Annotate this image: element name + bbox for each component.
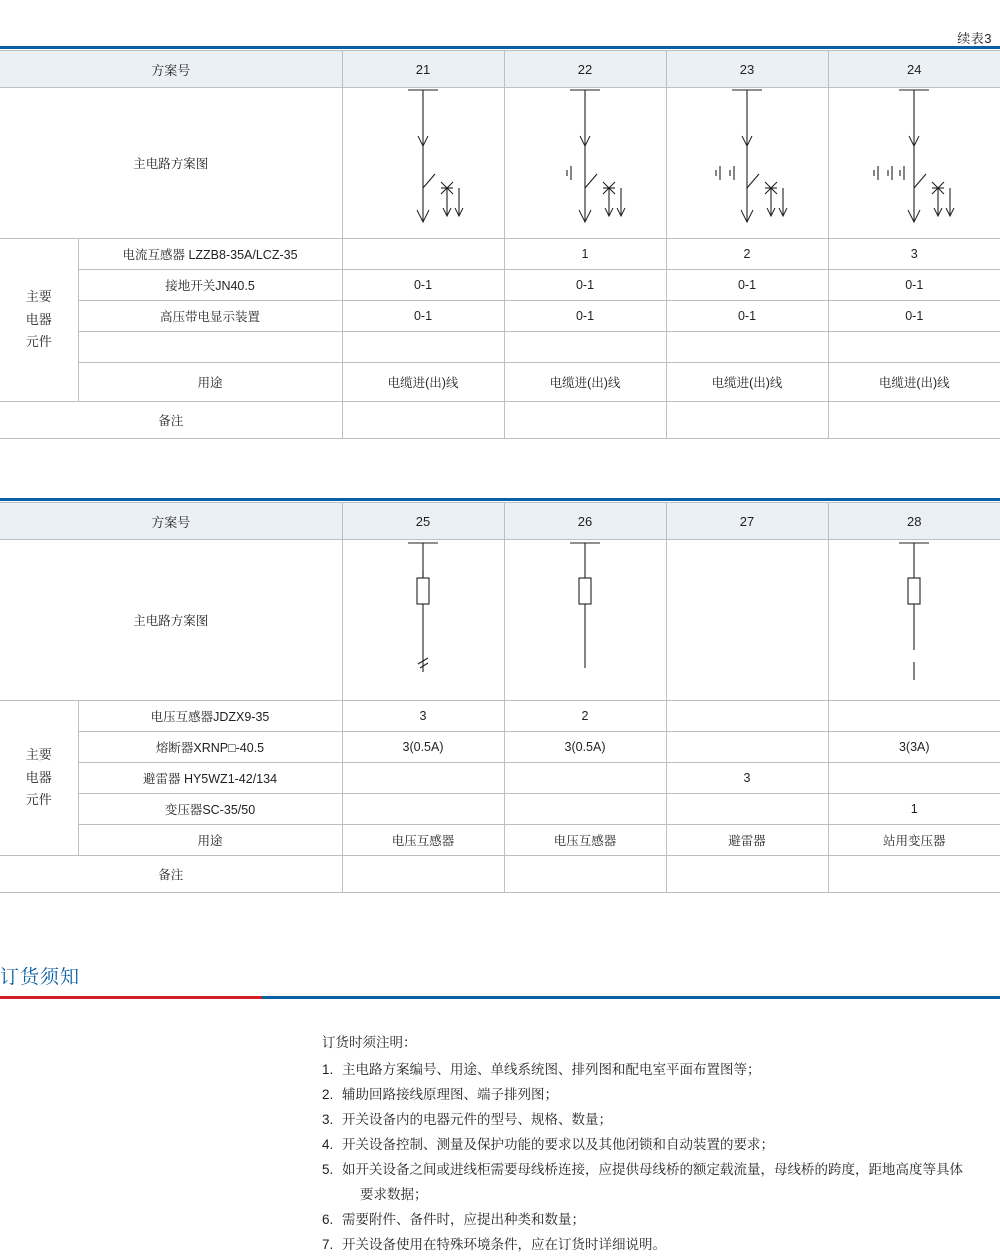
table2-row-4-label: 用途	[78, 825, 342, 856]
table2-row-3-val-0	[342, 794, 504, 825]
table1-row-1-val-3: 0-1	[828, 270, 1000, 301]
table2-row-2-val-2: 3	[666, 763, 828, 794]
table2-row-2-val-3	[828, 763, 1000, 794]
table1-row-1-val-1: 0-1	[504, 270, 666, 301]
table1-header-label: 方案号	[0, 51, 342, 88]
table2-row-0-val-0: 3	[342, 701, 504, 732]
table1-row-4-val-3: 电缆进(出)线	[828, 363, 1000, 402]
list-item-text: 开关设备控制、测量及保护功能的要求以及其他闭锁和自动装置的要求；	[342, 1137, 774, 1152]
table1-row-1-label: 接地开关JN40.5	[78, 270, 342, 301]
table1-row-3-val-0	[342, 332, 504, 363]
table1-row-2-val-2: 0-1	[666, 301, 828, 332]
table1-diagram-label: 主电路方案图	[0, 88, 342, 239]
table1-footer-label: 备注	[0, 402, 342, 439]
table2-header-label: 方案号	[0, 503, 342, 540]
table2-row-2-label: 避雷器 HY5WZ1-42/134	[78, 763, 342, 794]
schematic-28	[864, 540, 964, 700]
table1-row	[0, 363, 1000, 402]
list-item-text: 要求数据；	[360, 1187, 428, 1202]
table1-row-0-label: 电流互感器 LZZB8-35A/LCZ-35	[78, 239, 342, 270]
table2-row-4-val-2: 避雷器	[666, 825, 828, 856]
table2-diagram-28	[828, 540, 1000, 701]
table1-row	[0, 239, 1000, 270]
list-item-number: 2.	[322, 1087, 334, 1102]
table2-diagram-27	[666, 540, 828, 701]
table2-row-3-val-2	[666, 794, 828, 825]
list-item-number: 3.	[322, 1112, 334, 1127]
table1-diagram-22	[504, 88, 666, 239]
schematic-25	[373, 540, 473, 700]
table2-footer-row	[0, 856, 1000, 893]
scheme-table-21-24	[0, 50, 1000, 439]
schematic-26	[535, 540, 635, 700]
table2-row	[0, 794, 1000, 825]
table2-row-3-label: 变压器SC-35/50	[78, 794, 342, 825]
list-item	[322, 1107, 992, 1132]
table2-col-2: 27	[666, 503, 828, 540]
table1-row-3-val-3	[828, 332, 1000, 363]
order-notice-lead: 订货时须注明：	[322, 1035, 417, 1050]
schematic-23	[682, 88, 812, 238]
table2-footer-val-3	[828, 856, 1000, 893]
table2-row-0-val-2	[666, 701, 828, 732]
list-item-text: 辅助回路接线原理图、端子排列图；	[342, 1087, 558, 1102]
schematic-22	[525, 88, 645, 238]
table1-row-4-val-1: 电缆进(出)线	[504, 363, 666, 402]
table2-row-3-val-3: 1	[828, 794, 1000, 825]
table2-diagram-26	[504, 540, 666, 701]
table1-row-2-label: 高压带电显示装置	[78, 301, 342, 332]
table2-col-0: 25	[342, 503, 504, 540]
table2-row	[0, 701, 1000, 732]
table1-col-3: 24	[828, 51, 1000, 88]
table2-footer-label: 备注	[0, 856, 342, 893]
table1-group-label-line-0: 主要	[25, 288, 52, 304]
list-item	[322, 1232, 992, 1257]
table1-row-3-val-2	[666, 332, 828, 363]
table1-row-4-label: 用途	[78, 363, 342, 402]
table1-row-0-val-0	[342, 239, 504, 270]
list-item-continuation	[322, 1182, 992, 1207]
schematic-24	[844, 88, 984, 238]
list-item	[322, 1057, 992, 1082]
list-item-text: 如开关设备之间或进线柜需要母线桥连接，应提供母线桥的额定载流量，母线桥的跨度，距地高度等具体	[342, 1162, 963, 1177]
schematic-21	[363, 88, 483, 238]
table2-footer-val-1	[504, 856, 666, 893]
list-item	[322, 1082, 992, 1107]
table2-group-label-line-0: 主要	[25, 746, 52, 762]
table2-row	[0, 732, 1000, 763]
table2-footer-val-0	[342, 856, 504, 893]
table1-diagram-24	[828, 88, 1000, 239]
table2-row-0-val-3	[828, 701, 1000, 732]
table2-row-4-val-0: 电压互感器	[342, 825, 504, 856]
list-item-text: 主电路方案编号、用途、单线系统图、排列图和配电室平面布置图等；	[342, 1062, 761, 1077]
heading-blue-bar	[262, 996, 1000, 999]
list-item-number: 4.	[322, 1137, 334, 1152]
heading-red-bar	[0, 996, 262, 999]
table1-row-4-val-0: 电缆进(出)线	[342, 363, 504, 402]
table1-row	[0, 301, 1000, 332]
order-notice-list	[322, 1057, 992, 1257]
table2-group-label	[0, 701, 78, 856]
list-item-text: 开关设备使用在特殊环境条件，应在订货时详细说明。	[342, 1237, 666, 1252]
table2-row-4-val-1: 电压互感器	[504, 825, 666, 856]
table2-row-0-label: 电压互感器JDZX9-35	[78, 701, 342, 732]
table1-col-0: 21	[342, 51, 504, 88]
table2-row-4-val-3: 站用变压器	[828, 825, 1000, 856]
table1-row-4-val-2: 电缆进(出)线	[666, 363, 828, 402]
table1-diagram-row	[0, 88, 1000, 239]
list-item-text: 需要附件、备件时，应提出种类和数量；	[342, 1212, 585, 1227]
scheme-table-25-28	[0, 502, 1000, 893]
table1-footer-val-3	[828, 402, 1000, 439]
table1-diagram-21	[342, 88, 504, 239]
table2-diagram-label: 主电路方案图	[0, 540, 342, 701]
table2-row-1-val-3: 3(3A)	[828, 732, 1000, 763]
list-item-number: 1.	[322, 1062, 334, 1077]
table1-row-3-val-1	[504, 332, 666, 363]
table2-group-label-line-2: 元件	[25, 792, 52, 808]
table1-row-3-label	[78, 332, 342, 363]
list-item-number: 6.	[322, 1212, 334, 1227]
table2-diagram-row	[0, 540, 1000, 701]
table1-group-label	[0, 239, 78, 402]
table2-col-3: 28	[828, 503, 1000, 540]
table1-row-0-val-3: 3	[828, 239, 1000, 270]
table1-row	[0, 270, 1000, 301]
table2-row-1-label: 熔断器XRNP□-40.5	[78, 732, 342, 763]
table2-group-label-line-1: 电器	[25, 769, 52, 785]
table2-col-1: 26	[504, 503, 666, 540]
order-notice-body	[322, 1030, 992, 1257]
table2-row-1-val-1: 3(0.5A)	[504, 732, 666, 763]
table2-row-2-val-1	[504, 763, 666, 794]
table1-group-label-line-1: 电器	[25, 311, 52, 327]
table2-row	[0, 763, 1000, 794]
table2-row-0-val-1: 2	[504, 701, 666, 732]
table2-row-1-val-2	[666, 732, 828, 763]
list-item	[322, 1207, 992, 1232]
table2-row	[0, 825, 1000, 856]
table1-row-2-val-1: 0-1	[504, 301, 666, 332]
table1-row-0-val-1: 1	[504, 239, 666, 270]
list-item	[322, 1157, 992, 1182]
schematic-27	[697, 540, 797, 700]
table1-diagram-23	[666, 88, 828, 239]
table1-footer-val-1	[504, 402, 666, 439]
list-item-number: 5.	[322, 1162, 334, 1177]
table1-footer-row	[0, 402, 1000, 439]
table2-row-2-val-0	[342, 763, 504, 794]
table1-row	[0, 332, 1000, 363]
list-item-number: 7.	[322, 1237, 334, 1252]
list-item-text: 开关设备内的电器元件的型号、规格、数量；	[342, 1112, 612, 1127]
table2-row-3-val-1	[504, 794, 666, 825]
order-notice-heading	[0, 962, 1000, 1002]
table1-col-2: 23	[666, 51, 828, 88]
table1-footer-val-0	[342, 402, 504, 439]
continuation-label: 续表3	[957, 31, 992, 46]
table2-footer-val-2	[666, 856, 828, 893]
table1-footer-val-2	[666, 402, 828, 439]
top-blue-rule	[0, 46, 1000, 49]
table1-group-label-line-2: 元件	[25, 334, 52, 350]
list-item	[322, 1132, 992, 1157]
table1-header-row	[0, 51, 1000, 88]
order-notice-title: 订货须知	[0, 967, 81, 988]
table1-row-1-val-2: 0-1	[666, 270, 828, 301]
table1-row-2-val-0: 0-1	[342, 301, 504, 332]
table2-header-row	[0, 503, 1000, 540]
table1-row-1-val-0: 0-1	[342, 270, 504, 301]
table1-col-1: 22	[504, 51, 666, 88]
table2-row-1-val-0: 3(0.5A)	[342, 732, 504, 763]
table1-row-0-val-2: 2	[666, 239, 828, 270]
table2-top-rule	[0, 498, 1000, 501]
table1-row-2-val-3: 0-1	[828, 301, 1000, 332]
table2-diagram-25	[342, 540, 504, 701]
